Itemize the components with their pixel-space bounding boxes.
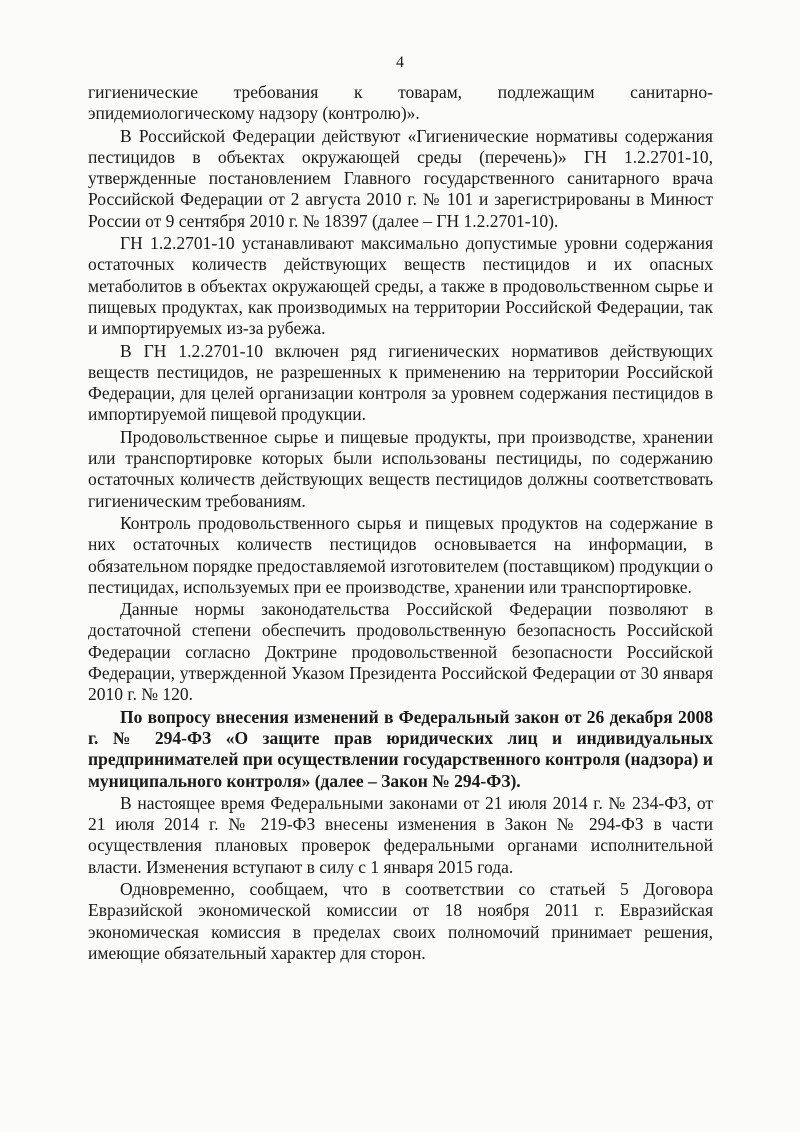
paragraph-food-requirements: Продовольственное сырье и пищевые продукты, при производстве, хранении или транспортировке которых были использованы пестициды, по содержанию остаточных количеств действующих веществ пестицидов должны соответствовать гигиеническим требованиям. [88,426,713,511]
document-body [88,82,713,964]
section-heading-law-294: По вопросу внесения изменений в Федеральный закон от 26 декабря 2008 г. № 294-ФЗ «О защите прав юридических лиц и индивидуальных предпринимателей при осуществлении государственного контроля (надзора) и муниципального контроля» (далее – Закон № 294-ФЗ). [88,706,713,791]
paragraph-control: Контроль продовольственного сырья и пищевых продуктов на содержание в них остаточных количеств пестицидов основывается на информации, в обязательном порядке предоставляемой изготовителем (поставщиком) продукции о пестицидах, используемых при ее производстве, хранении или транспортировке. [88,512,713,597]
paragraph-continuation: гигиенические требования к товарам, подлежащим санитарно-эпидемиологическому надзору (контролю)». [88,82,713,124]
paragraph-eec: Одновременно, сообщаем, что в соответствии со статьей 5 Договора Евразийской экономической комиссии от 18 ноября 2011 г. Евразийская экономическая комиссия в пределах своих полномочий принимает решения, имеющие обязательный характер для сторон. [88,878,713,963]
page-number: 4 [396,54,404,71]
paragraph-food-security: Данные нормы законодательства Российской Федерации позволяют в достаточной степени обеспечить продовольственную безопасность Российской Федерации согласно Доктрине продовольственной безопасности Российской Федерации, утвержденной Указом Президента Российской Федерации от 30 января 2010 г. № 120. [88,599,713,705]
paragraph-amendments: В настоящее время Федеральными законами от 21 июля 2014 г. № 234-ФЗ, от 21 июля 2014 г. № 219-ФЗ внесены изменения в Закон № 294-ФЗ в части осуществления плановых проверок федеральными органами исполнительной власти. Изменения вступают в силу с 1 января 2015 года. [88,792,713,877]
paragraph-unregistered-pesticides: В ГН 1.2.2701-10 включен ряд гигиенических нормативов действующих веществ пестицидов, не разрешенных к применению на территории Российской Федерации, для целей организации контроля за уровнем содержания пестицидов в импортируемой пищевой продукции. [88,340,713,425]
paragraph-gn-norms: В Российской Федерации действуют «Гигиенические нормативы содержания пестицидов в объектах окружающей среды (перечень)» ГН 1.2.2701-10, утвержденные постановлением Главного государственного санитарного врача Российской Федерации от 2 августа 2010 г. № 101 и зарегистрированы в Минюст России от 9 сентября 2010 г. № 18397 (далее – ГН 1.2.2701-10). [88,125,713,231]
paragraph-max-levels: ГН 1.2.2701-10 устанавливают максимально допустимые уровни содержания остаточных количеств действующих веществ пестицидов и их опасных метаболитов в объектах окружающей среды, а также в продовольственном сырье и пищевых продуктах, как производимых на территории Российской Федерации, так и импортируемых из-за рубежа. [88,233,713,339]
